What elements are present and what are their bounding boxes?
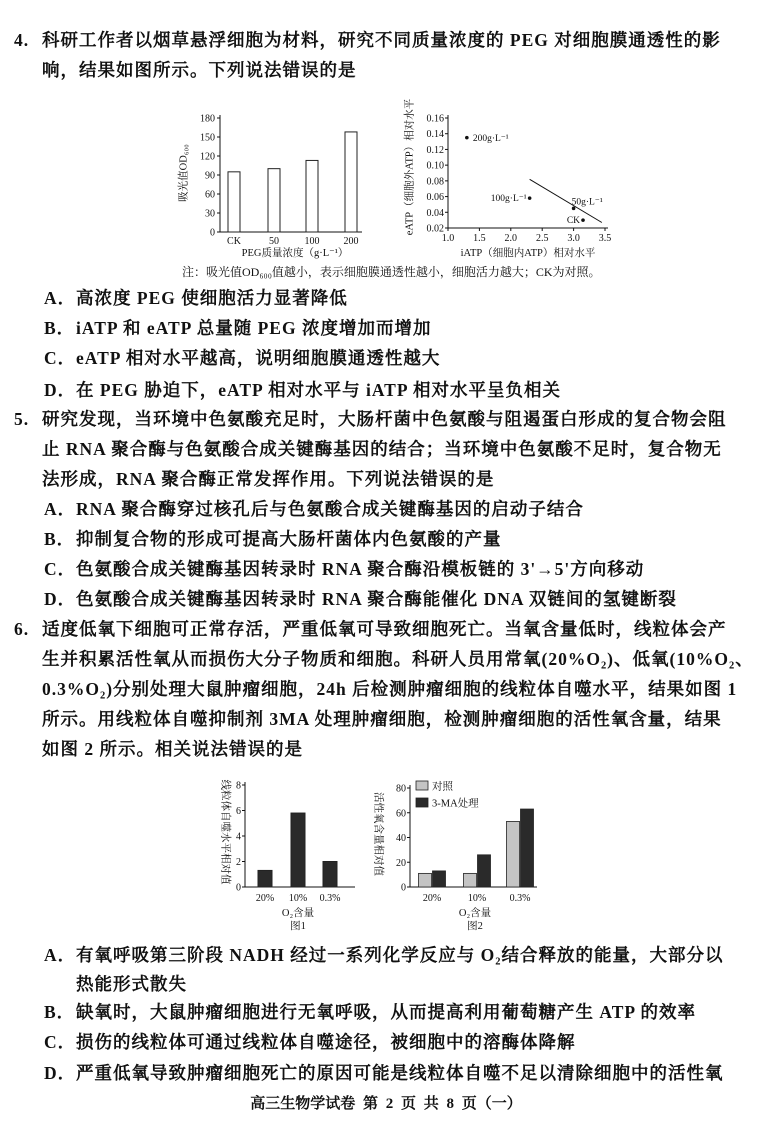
- x-category-label: 10%: [288, 893, 308, 904]
- option-d: [44, 1062, 724, 1084]
- option-text: 高浓度 PEG 使细胞活力显著降低: [76, 288, 348, 308]
- option-a: [44, 498, 584, 520]
- option-a: [44, 287, 348, 309]
- option-letter: A．: [44, 288, 77, 308]
- option-d: [44, 379, 561, 401]
- y-tick-label: 180: [200, 113, 215, 125]
- figure-caption: 图1: [290, 921, 306, 932]
- y-tick-label: 40: [396, 833, 406, 844]
- y-tick-label: 0: [236, 882, 241, 894]
- question-stem-line: 法形成，RNA 聚合酶正常发挥作用。下列说法错误的是: [42, 469, 495, 489]
- x-category-label: 200: [343, 236, 359, 247]
- y-tick-label: 0.12: [426, 144, 444, 156]
- y-tick-label: 0.02: [426, 223, 444, 235]
- bar-series-0-1: [464, 873, 477, 887]
- data-point-3: [581, 218, 585, 222]
- option-c: [44, 558, 644, 580]
- option-b: [44, 317, 431, 339]
- data-point-label: 100g·L⁻¹: [490, 194, 527, 205]
- option-d: [44, 588, 677, 610]
- question-stem-line: 所示。用线粒体自噬抑制剂 3MA 处理肿瘤细胞，检测肿瘤细胞的活性氧含量，结果: [42, 709, 722, 729]
- question-stem-line: 0.3%O₂)分别处理大鼠肿瘤细胞，24h 后检测肿瘤细胞的线粒体自噬水平，结果如图 1: [42, 679, 738, 699]
- option-letter: C．: [44, 348, 77, 368]
- question-stem-line: 止 RNA 聚合酶与色氨酸合成关键酶基因的结合；当环境中色氨酸不足时，复合物无: [42, 439, 722, 459]
- option-letter: B．: [44, 1002, 76, 1022]
- option-letter: C．: [44, 1032, 77, 1052]
- option-text: eATP 相对水平越高，说明细胞膜通透性越大: [76, 348, 441, 368]
- question-stem-line: 如图 2 所示。相关说法错误的是: [42, 739, 303, 759]
- option-text: 色氨酸合成关键酶基因转录时 RNA 聚合酶沿模板链的 3'→5'方向移动: [76, 559, 645, 579]
- y-axis-label: 吸光值OD₆₀₀: [178, 144, 190, 202]
- y-tick-label: 20: [396, 857, 406, 869]
- x-tick-label: 1.5: [473, 233, 486, 244]
- x-tick-label: 2.5: [535, 233, 549, 244]
- bar-0: [228, 172, 240, 232]
- option-a-continuation: 热能形式散失: [76, 974, 187, 994]
- legend-swatch: [416, 781, 428, 790]
- y-tick-label: 60: [396, 808, 406, 820]
- question-number: 5.: [14, 409, 30, 429]
- x-category-label: 10%: [467, 893, 487, 904]
- data-point-label: 200g·L⁻¹: [472, 134, 509, 145]
- question-number: 6.: [14, 619, 30, 639]
- bar-series-0-0: [419, 873, 432, 887]
- chart-peg-od600-bar: [170, 105, 370, 263]
- option-b: [44, 1001, 696, 1023]
- option-letter: B．: [44, 529, 76, 549]
- y-tick-label: 2: [236, 857, 241, 868]
- y-tick-label: 120: [200, 151, 215, 163]
- chart-mitophagy-bar-figure-1: [205, 770, 360, 935]
- y-tick-label: 0.04: [426, 207, 444, 219]
- legend-swatch: [416, 798, 428, 807]
- page-footer: 高三生物学试卷 第 2 页 共 8 页（一）: [250, 1096, 522, 1112]
- bar-0: [258, 870, 272, 887]
- x-axis-label: O₂含量: [458, 908, 492, 919]
- option-text: iATP 和 eATP 总量随 PEG 浓度增加而增加: [76, 318, 432, 338]
- bar-3: [345, 132, 357, 232]
- option-letter: B．: [44, 318, 76, 338]
- option-c: [44, 347, 440, 369]
- option-letter: D．: [44, 1063, 77, 1083]
- x-category-label: 0.3%: [319, 893, 341, 904]
- option-text: 有氧呼吸第三阶段 NADH 经过一系列化学反应与 O₂结合释放的能量，大部分以: [76, 945, 724, 965]
- x-category-label: 20%: [422, 893, 442, 904]
- option-text: 色氨酸合成关键酶基因转录时 RNA 聚合酶能催化 DNA 双链间的氢键断裂: [76, 589, 677, 609]
- y-tick-label: 4: [236, 831, 241, 843]
- x-category-label: 100: [304, 236, 320, 247]
- x-tick-label: 1.0: [441, 233, 455, 244]
- y-tick-label: 0.06: [426, 192, 444, 204]
- y-tick-label: 0: [210, 227, 215, 239]
- y-axis-label: eATP（细胞外ATP）相对水平: [404, 98, 416, 236]
- x-axis-label: iATP（细胞内ATP）相对水平: [460, 248, 596, 259]
- bar-series-1-2: [521, 809, 534, 887]
- option-b: [44, 528, 502, 550]
- y-tick-label: 0: [401, 882, 406, 894]
- chart-ros-grouped-bar-figure-2: [362, 770, 542, 935]
- bar-2: [323, 862, 337, 888]
- legend-label: 3-MA处理: [432, 798, 479, 810]
- figure-note: 注：吸光值OD₆₀₀值越小，表示细胞膜通透性越小，细胞活力越大；CK为对照。: [182, 265, 601, 279]
- x-axis-label: O₂含量: [281, 908, 315, 919]
- figure-caption: 图2: [467, 921, 483, 932]
- question-number: 4.: [14, 30, 30, 50]
- option-letter: A．: [44, 499, 77, 519]
- x-axis-label: PEG质量浓度（g·L⁻¹）: [241, 248, 349, 259]
- x-category-label: 0.3%: [509, 893, 531, 904]
- question-stem-line: 适度低氧下细胞可正常存活，严重低氧可导致细胞死亡。当氧含量低时，线粒体会产: [42, 619, 727, 639]
- option-letter: D．: [44, 380, 77, 400]
- question-stem-line: 响，结果如图所示。下列说法错误的是: [42, 60, 357, 80]
- option-text: 损伤的线粒体可通过线粒体自噬途径，被细胞中的溶酶体降解: [76, 1032, 576, 1052]
- option-text: 抑制复合物的形成可提高大肠杆菌体内色氨酸的产量: [76, 529, 502, 549]
- data-point-0: [465, 136, 469, 140]
- option-text: 缺氧时，大鼠肿瘤细胞进行无氧呼吸，从而提高利用葡萄糖产生 ATP 的效率: [76, 1002, 696, 1022]
- y-tick-label: 8: [236, 780, 241, 792]
- bar-series-1-1: [478, 855, 491, 887]
- y-axis-label: 线粒体自噬水平相对值: [219, 779, 231, 885]
- option-letter: C．: [44, 559, 77, 579]
- bar-series-1-0: [433, 871, 446, 887]
- question-stem-line: 生并积累活性氧从而损伤大分子物质和细胞。科研人员用常氧(20%O₂)、低氧(10%O₂、: [42, 649, 754, 669]
- x-tick-label: 3.5: [598, 233, 612, 244]
- x-category-label: CK: [227, 236, 241, 247]
- data-point-1: [528, 196, 532, 200]
- bar-series-0-2: [507, 821, 520, 887]
- option-letter: A．: [44, 945, 77, 965]
- x-category-label: 20%: [255, 893, 275, 904]
- option-text: RNA 聚合酶穿过核孔后与色氨酸合成关键酶基因的启动子结合: [76, 499, 584, 519]
- data-point-label: CK: [566, 216, 581, 227]
- chart-eatp-vs-iatp-scatter: [400, 85, 615, 263]
- data-point-label: 50g·L⁻¹: [571, 197, 603, 208]
- bar-1: [291, 813, 305, 887]
- y-tick-label: 0.16: [426, 113, 444, 125]
- y-tick-label: 150: [200, 132, 215, 144]
- x-tick-label: 3.0: [567, 233, 580, 244]
- y-tick-label: 30: [205, 208, 215, 220]
- bar-2: [306, 160, 318, 232]
- option-a: [44, 944, 724, 966]
- option-letter: D．: [44, 589, 77, 609]
- option-c: [44, 1031, 576, 1053]
- bar-1: [268, 169, 280, 232]
- question-stem-line: 科研工作者以烟草悬浮细胞为材料，研究不同质量浓度的 PEG 对细胞膜通透性的影: [42, 30, 721, 50]
- option-text: 严重低氧导致肿瘤细胞死亡的原因可能是线粒体自噬不足以清除细胞中的活性氧: [76, 1063, 724, 1083]
- y-tick-label: 0.08: [426, 176, 444, 188]
- y-tick-label: 6: [236, 806, 241, 817]
- x-category-label: 50: [269, 236, 279, 247]
- x-tick-label: 2.0: [504, 233, 518, 244]
- legend-label: 对照: [432, 781, 453, 793]
- option-text: 在 PEG 胁迫下，eATP 相对水平与 iATP 相对水平呈负相关: [76, 380, 561, 400]
- y-tick-label: 60: [205, 189, 215, 201]
- y-tick-label: 80: [396, 783, 406, 795]
- y-tick-label: 0.10: [426, 160, 444, 172]
- y-axis-label: 活性氧含量相对值: [372, 792, 384, 876]
- question-stem-line: 研究发现，当环境中色氨酸充足时，大肠杆菌中色氨酸与阻遏蛋白形成的复合物会阻: [42, 409, 727, 429]
- y-tick-label: 90: [205, 170, 215, 182]
- y-tick-label: 0.14: [426, 129, 444, 141]
